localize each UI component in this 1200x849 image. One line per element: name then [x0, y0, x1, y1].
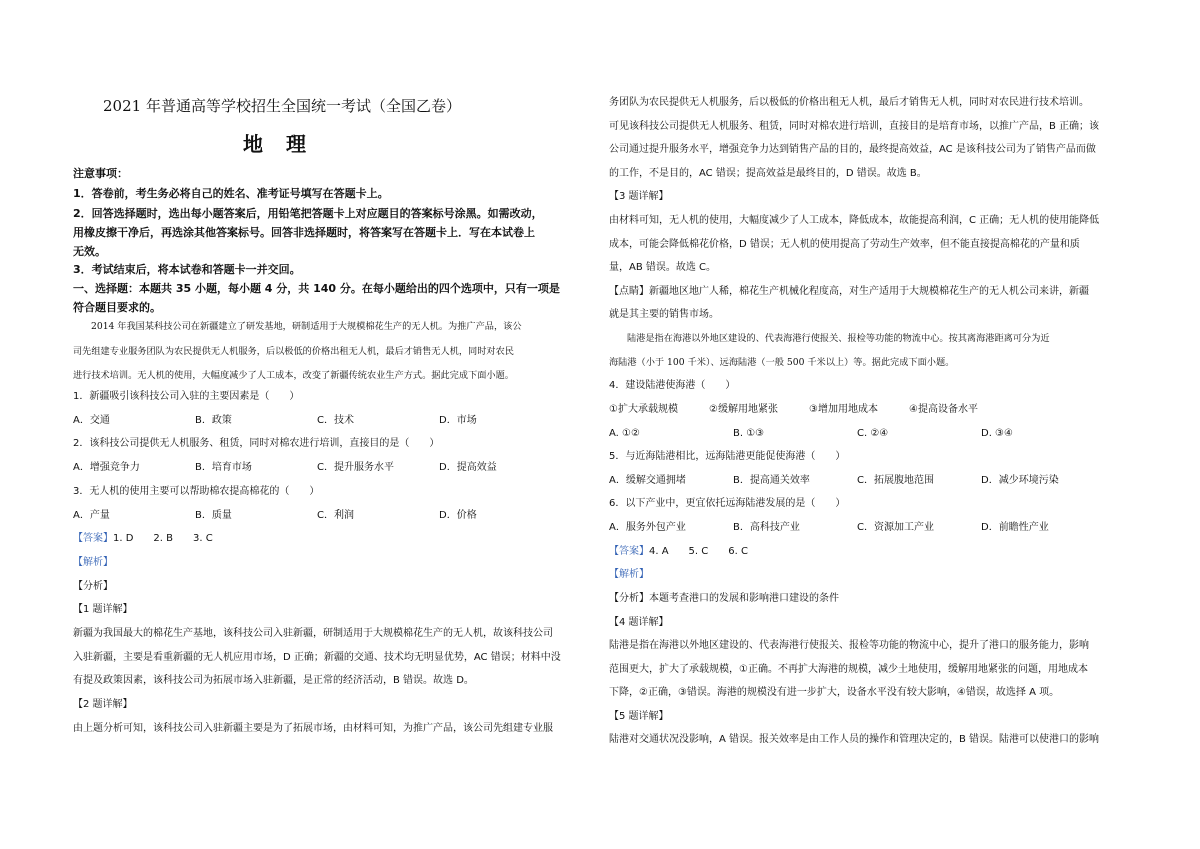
question-5: 5．与近海陆港相比，远海陆港更能促使海港（ ）: [609, 451, 846, 462]
q1-option-d: D．市场: [439, 415, 477, 426]
question-3: 3．无人机的使用主要可以帮助棉农提高棉花的（ ）: [73, 486, 320, 497]
q1-detail-line: 有提及政策因素，该科技公司为拓展市场入驻新疆，是正常的经济活动，B 错误。故选 D。: [73, 675, 474, 686]
q3-detail-heading: 【3 题详解】: [609, 191, 669, 202]
q2-option-d: D．提高效益: [439, 462, 497, 473]
q2-detail-line: 由上题分析可知，该科技公司入驻新疆主要是为了拓展市场，由材料可知，为推广产品，该公司先组建专业服: [73, 723, 553, 734]
q3-option-c: C．利润: [317, 510, 354, 521]
q4-option-d: D. ③④: [981, 428, 1013, 439]
q4-item-1: ①扩大承载规模: [609, 404, 678, 415]
q2-detail-line: 公司通过提升服务水平，增强竞争力达到销售产品的目的，最终提高效益，AC 是该科技公司为了销售产品而做: [609, 144, 1096, 155]
fenxi-line: 【分析】本题考查港口的发展和影响港口建设的条件: [609, 593, 839, 604]
answer-text: 1. D 2. B 3. C: [113, 533, 213, 544]
q1-option-c: C．技术: [317, 415, 354, 426]
notice-item-1: 1．答卷前，考生务必将自己的姓名、准考证号填写在答题卡上。: [73, 187, 389, 200]
material-paragraph: 2014 年我国某科技公司在新疆建立了研发基地，研制适用于大规模棉花生产的无人机。为推广产品，该公: [91, 321, 522, 332]
notice-item-3: 3．考试结束后，将本试卷和答题卡一并交回。: [73, 263, 301, 276]
q2-detail-heading: 【2 题详解】: [73, 699, 133, 710]
answer-tag: 【答案】: [73, 533, 113, 544]
section-heading-cont: 符合题目要求的。: [73, 301, 161, 314]
material-paragraph-line: 进行技术培训。无人机的使用，大幅度减少了人工成本，改变了新疆传统农业生产方式。据此完成下面小题。: [73, 370, 514, 381]
answer-line: [609, 545, 1129, 559]
section-heading: 一、选择题：本题共 35 小题，每小题 4 分，共 140 分。在每小题给出的四个选项中，只有一项是: [73, 282, 560, 295]
notice-item-2: 2．回答选择题时，选出每小题答案后，用铅笔把答题卡上对应题目的答案标号涂黑。如需改动，: [73, 207, 543, 220]
q4-item-4: ④提高设备水平: [909, 404, 978, 415]
exam-title: 2021 年普通高等学校招生全国统一考试（全国乙卷）: [103, 97, 461, 115]
q5-option-c: C．拓展腹地范围: [857, 475, 934, 486]
q4-detail-line: 陆港是指在海港以外地区建设的、代表海港行使报关、报检等功能的物流中心，提升了港口的服务能力，影响: [609, 640, 1089, 651]
q1-detail-line: 新疆为我国最大的棉花生产基地，该科技公司入驻新疆，研制适用于大规模棉花生产的无人机，故该科技公司: [73, 628, 553, 639]
tip-line: 就是其主要的销售市场。: [609, 309, 719, 320]
q5-detail-heading: 【5 题详解】: [609, 711, 669, 722]
q4-detail-heading: 【4 题详解】: [609, 617, 669, 628]
question-4: 4．建设陆港使海港（ ）: [609, 380, 736, 391]
q4-option-b: B. ①③: [733, 428, 765, 439]
question-2: 2．该科技公司提供无人机服务、租赁，同时对棉农进行培训，直接目的是（ ）: [73, 438, 440, 449]
q2-detail-line: 的工作，不是目的，AC 错误；提高效益是最终目的，D 错误。故选 B。: [609, 168, 927, 179]
notice-item-2-cont: 用橡皮擦干净后，再选涂其他答案标号。回答非选择题时，将答案写在答题卡上．写在本试卷上: [73, 226, 535, 239]
q4-option-c: C. ②④: [857, 428, 889, 439]
q6-option-d: D．前瞻性产业: [981, 522, 1049, 533]
q1-detail-heading: 【1 题详解】: [73, 604, 133, 615]
q3-detail-line: 成本，可能会降低棉花价格，D 错误；无人机的使用提高了劳动生产效率，但不能直接提高棉花的产量和质: [609, 239, 1080, 250]
question-1: 1．新疆吸引该科技公司入驻的主要因素是（ ）: [73, 391, 300, 402]
q5-detail-line: 陆港对交通状况没影响，A 错误。报关效率是由工作人员的操作和管理决定的，B 错误。陆港可以使港口的影响: [609, 734, 1100, 745]
q1-detail-line: 入驻新疆，主要是看重新疆的无人机应用市场，D 正确；新疆的交通、技术均无明显优势，AC 错误；材料中没: [73, 652, 561, 663]
notice-item-2-end: 无效。: [73, 245, 106, 258]
q3-option-a: A．产量: [73, 510, 110, 521]
answer-line: [73, 532, 595, 546]
q3-option-b: B．质量: [195, 510, 232, 521]
q5-option-d: D．减少环境污染: [981, 475, 1059, 486]
q1-option-a: A．交通: [73, 415, 110, 426]
q5-option-a: A．缓解交通拥堵: [609, 475, 686, 486]
q4-option-a: A. ①②: [609, 428, 640, 439]
q6-option-b: B．高科技产业: [733, 522, 800, 533]
q6-option-c: C．资源加工产业: [857, 522, 934, 533]
answer-tag: 【答案】: [609, 546, 649, 557]
q2-option-b: B．培育市场: [195, 462, 252, 473]
answer-text: 4. A 5. C 6. C: [649, 546, 748, 557]
q4-item-2: ②缓解用地紧张: [709, 404, 778, 415]
q4-item-3: ③增加用地成本: [809, 404, 878, 415]
q2-option-c: C．提升服务水平: [317, 462, 394, 473]
material-paragraph-line: 司先组建专业服务团队为农民提供无人机服务，后以极低的价格出租无人机，最后才销售无人机，同时对农民: [73, 346, 514, 357]
q2-detail-line: 务团队为农民提供无人机服务，后以极低的价格出租无人机，最后才销售无人机，同时对农民进行技术培训。: [609, 97, 1089, 108]
notice-heading: 注意事项：: [73, 167, 128, 180]
material-2-paragraph: 陆港是指在海港以外地区建设的、代表海港行使报关、报检等功能的物流中心。按其离海港距离可分为近: [627, 333, 1050, 344]
analysis-tag: 【解析】: [73, 557, 113, 568]
fenxi-tag: 【分析】: [73, 581, 113, 592]
q3-detail-line: 由材料可知，无人机的使用，大幅度减少了人工成本，降低成本，故能提高利润，C 正确；无人机的使用能降低: [609, 215, 1100, 226]
question-6: 6．以下产业中，更宜依托远海陆港发展的是（ ）: [609, 498, 846, 509]
q4-detail-line: 范围更大，扩大了承载规模，①正确。不再扩大海港的规模，减少土地使用，缓解用地紧张的问题，用地成本: [609, 664, 1088, 675]
tip-line: 【点睛】新疆地区地广人稀，棉花生产机械化程度高，对生产适用于大规模棉花生产的无人机公司来讲，新疆: [609, 286, 1089, 297]
analysis-tag: 【解析】: [609, 569, 649, 580]
q4-detail-line: 下降，②正确，③错误。海港的规模没有进一步扩大，设备水平没有较大影响，④错误，故选择 A 项。: [609, 687, 1060, 698]
q6-option-a: A．服务外包产业: [609, 522, 686, 533]
q2-option-a: A．增强竞争力: [73, 462, 140, 473]
subject-title: 地 理: [243, 132, 314, 156]
q2-detail-line: 可见该科技公司提供无人机服务、租赁，同时对棉农进行培训，直接目的是培育市场，以推广产品，B 正确；该: [609, 121, 1100, 132]
material-2-paragraph-line: 海陆港（小于 100 千米）、远海陆港（一般 500 千米以上）等。据此完成下面小题。: [609, 357, 955, 368]
q1-option-b: B．政策: [195, 415, 232, 426]
q3-detail-line: 量，AB 错误。故选 C。: [609, 262, 717, 273]
q5-option-b: B．提高通关效率: [733, 475, 810, 486]
q3-option-d: D．价格: [439, 510, 477, 521]
